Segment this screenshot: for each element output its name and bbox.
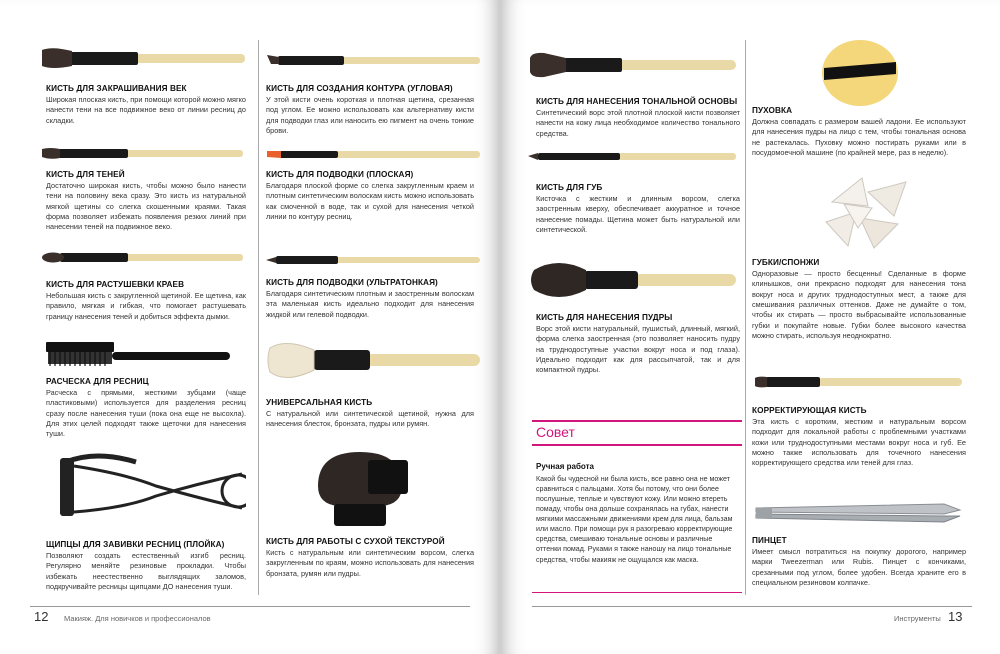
entry-title: КИСТЬ ДЛЯ РАСТУШЕВКИ КРАЕВ xyxy=(46,280,185,289)
running-title: Макияж. Для новичков и профессионалов xyxy=(64,614,211,623)
entry-foundation-brush xyxy=(536,97,740,139)
tweezers-image xyxy=(754,500,964,526)
entry-title: КИСТЬ ДЛЯ ГУБ xyxy=(536,183,603,192)
fine-liner-brush-image xyxy=(266,253,481,267)
entry-title: КИСТЬ ДЛЯ ТЕНЕЙ xyxy=(46,170,125,179)
entry-title: ПУХОВКА xyxy=(752,106,793,115)
foundation-brush-image xyxy=(528,50,738,80)
entry-text: Расческа с прямыми, жесткими зубцами (чаще пластиковыми) используется для разделения ресниц сразу после нанесения туши (пока она еще не высохла). Для этих целей подходят также щеточки для нанесения туши. xyxy=(46,388,246,439)
tip-text: Какой бы чудесной ни была кисть, все равно она не может сравниться с пальцами. Хотя бы потому, что они более послушные, теплые и чувствуют кожу. Или можно втереть помаду, чтобы она дольше сохранялась на губах, нанести мягкими массажными движениями крем для лица, бальзам или масло. При помощи рук я разогреваю корректирующие средства, смешиваю тональные основы и различные оттенки помад. Руками я также наношу на лицо тональные средства, чтобы макияж не ощущался как маска. xyxy=(536,475,733,564)
entry-text: У этой кисти очень короткая и плотная щетина, срезанная под углом. Ее можно использовать как альтернативу кисти для подводки глаз или наносить ею пигмент на очень тонкие брови. xyxy=(266,95,474,136)
entry-text: Кисть с натуральным или синтетическим ворсом, слегка закругленным по краям, можно использовать для нанесения бронзата, румян или пудры. xyxy=(266,548,474,578)
entry-angled-contour-brush xyxy=(266,84,474,136)
entry-text: Благодаря синтетическим плотным и заостренным волоскам эта маленькая кисть идеально подходит для нанесения жидкой или гелевой подводки. xyxy=(266,289,474,319)
blending-brush-image xyxy=(40,248,245,268)
column-divider xyxy=(258,40,259,595)
entry-title: КИСТЬ ДЛЯ НАНЕСЕНИЯ ТОНАЛЬНОЙ ОСНОВЫ xyxy=(536,97,738,106)
entry-eyeshadow-brush xyxy=(46,170,246,233)
entry-tweezers xyxy=(752,536,966,588)
concealer-brush-image xyxy=(754,372,964,392)
sponge-wedges-image xyxy=(822,172,912,250)
footer-rule xyxy=(30,606,470,607)
eyeshadow-brush-image xyxy=(40,144,245,164)
entry-universal-brush xyxy=(266,398,474,430)
entry-lash-comb xyxy=(46,377,246,440)
kabuki-brush-image xyxy=(312,446,412,528)
entry-flat-liner-brush xyxy=(266,170,474,222)
entry-concealer-brush xyxy=(752,406,966,469)
tip-title: Совет xyxy=(536,424,575,440)
entry-text: Эта кисть с коротким, жестким и натуральным ворсом подходит для локальной работы с проблемными участками кожи или труднодоступными местами вокруг носа и губ. Ее можно также использовать для точечного нанесения корректирующего средства или теней для глаз. xyxy=(752,417,966,468)
entry-text: Кисточка с жестким и длинным ворсом, слегка заостренным кверху, обеспечивает аккуратное и точное нанесение помады. Щетина может быть натуральной или синтетической. xyxy=(536,194,740,235)
entry-title: КИСТЬ ДЛЯ РАБОТЫ С СУХОЙ ТЕКСТУРОЙ xyxy=(266,537,445,546)
entry-text: Синтетический ворс этой плотной плоской кисти позволяет нанести на кожу лица необходимое количество тонального средства. xyxy=(536,108,740,138)
tip-title-rule xyxy=(532,444,742,446)
running-title: Инструменты xyxy=(894,614,941,623)
entry-lip-brush xyxy=(536,183,740,235)
column-divider xyxy=(745,40,746,595)
entry-title: РАСЧЕСКА ДЛЯ РЕСНИЦ xyxy=(46,377,149,386)
entry-text: Достаточно широкая кисть, чтобы можно было нанести тени на половину века сразу. Это кисть из натуральной мягкой щетины со слегка скошенными краями. Такая форма позволяет избежать появления резких линий при нанесении теней на подвижное веко. xyxy=(46,181,246,232)
entry-text: Широкая плоская кисть, при помощи которой можно мягко нанести тени на все подвижное веко от линии ресниц до складки. xyxy=(46,95,246,125)
entry-text: Одноразовые — просто бесценны! Сделанные в форме клинышков, они прекрасно подходят для нанесения тона вокруг носа и других труднодоступных мест, а также для смешивания различных оттенков. Даже не думайте о том, чтобы их стирать — просто выбрасывайте использованные губки и покупайте новые. Губки более высокого качества можно стирать, используя неоднократно. xyxy=(752,269,966,341)
entry-text: Ворс этой кисти натуральный, пушистый, длинный, мягкий, форма слегка заостренная (это позволяет наносить пудру на труднодоступные участки вокруг носа и под глаза). Идеально подходит как для рассыпчатой, так и для компактной пудры. xyxy=(536,324,740,375)
entry-title: КИСТЬ ДЛЯ НАНЕСЕНИЯ ПУДРЫ xyxy=(536,313,673,322)
left-page xyxy=(0,0,498,654)
entry-text: Благодаря плоской форме со слегка закругленным краем и плотным синтетическим волоскам кисть можно использовать как смоченной в воде, так и сухой для нанесения четкой линии по контуру ресниц. xyxy=(266,181,474,222)
page-number: 12 xyxy=(34,609,49,624)
entry-title: КИСТЬ ДЛЯ ЗАКРАШИВАНИЯ ВЕК xyxy=(46,84,187,93)
entry-eyelash-curler xyxy=(46,540,246,592)
entry-title: УНИВЕРСАЛЬНАЯ КИСТЬ xyxy=(266,398,373,407)
entry-kabuki-brush xyxy=(266,537,474,579)
entry-title: ПИНЦЕТ xyxy=(752,536,787,545)
powder-brush-image xyxy=(528,256,738,306)
entry-blending-brush xyxy=(46,280,246,322)
entry-text: С натуральной или синтетической щетиной, нужна для нанесения блесток, бронзата, пудры или румян. xyxy=(266,409,474,429)
entry-text: Небольшая кисть с закругленной щетиной. Ее щетина, как правило, мягкая и гибкая, что помогает растушевать границу нанесения теней и добиться эффекта дымки. xyxy=(46,291,246,321)
lash-comb-image xyxy=(42,338,232,370)
entry-title: КИСТЬ ДЛЯ СОЗДАНИЯ КОНТУРА (УГЛОВАЯ) xyxy=(266,84,453,93)
entry-title: ЩИПЦЫ ДЛЯ ЗАВИВКИ РЕСНИЦ (ПЛОЙКА) xyxy=(46,540,225,549)
eyelash-curler-image xyxy=(56,444,246,530)
footer-rule xyxy=(532,606,972,607)
lip-brush-image xyxy=(528,149,738,165)
tip-bottom-rule xyxy=(532,592,742,593)
entry-eyeshadow-lid-brush xyxy=(46,84,246,126)
page-number: 13 xyxy=(948,609,963,624)
angled-contour-brush-image xyxy=(266,52,481,70)
entry-sponges xyxy=(752,258,966,342)
entry-title: ГУБКИ/СПОНЖИ xyxy=(752,258,820,267)
eyeshadow-lid-brush-image xyxy=(40,44,245,74)
entry-text: Должна совпадать с размером вашей ладони. Ее используют для нанесения пудры на лицо с тем, чтобы тональная основа не растекалась. Пуховку можно постирать руками или в посудомоечной машине (по крайней мере, раз в неделю). xyxy=(752,117,966,158)
entry-powder-brush xyxy=(536,313,740,376)
entry-title: КИСТЬ ДЛЯ ПОДВОДКИ (ПЛОСКАЯ) xyxy=(266,170,414,179)
right-page xyxy=(502,0,1000,654)
powder-puff-image xyxy=(820,38,900,108)
universal-brush-image xyxy=(266,336,481,386)
flat-liner-brush-image xyxy=(266,147,481,163)
entry-text: Позволяют создать естественный изгиб ресниц. Регулярно меняйте резиновые прокладки. Чтобы избежать неестественно выглядящих заломов, подкручивайте ресницы щипцами ДО нанесения туши. xyxy=(46,551,246,592)
entry-text: Имеет смысл потратиться на покупку дорогого, например марки Tweezerman или Rubis. Пинцет с кончиками, срезанными под углом, более удобен. Всегда храните его в специальном резиновом колпачке. xyxy=(752,547,966,588)
entry-fine-liner-brush xyxy=(266,278,474,320)
entry-title: КИСТЬ ДЛЯ ПОДВОДКИ (УЛЬТРАТОНКАЯ) xyxy=(266,278,438,287)
tip-top-rule xyxy=(532,420,742,422)
entry-title: КОРРЕКТИРУЮЩАЯ КИСТЬ xyxy=(752,406,867,415)
entry-powder-puff xyxy=(752,106,966,158)
tip-subtitle: Ручная работа xyxy=(536,462,594,471)
